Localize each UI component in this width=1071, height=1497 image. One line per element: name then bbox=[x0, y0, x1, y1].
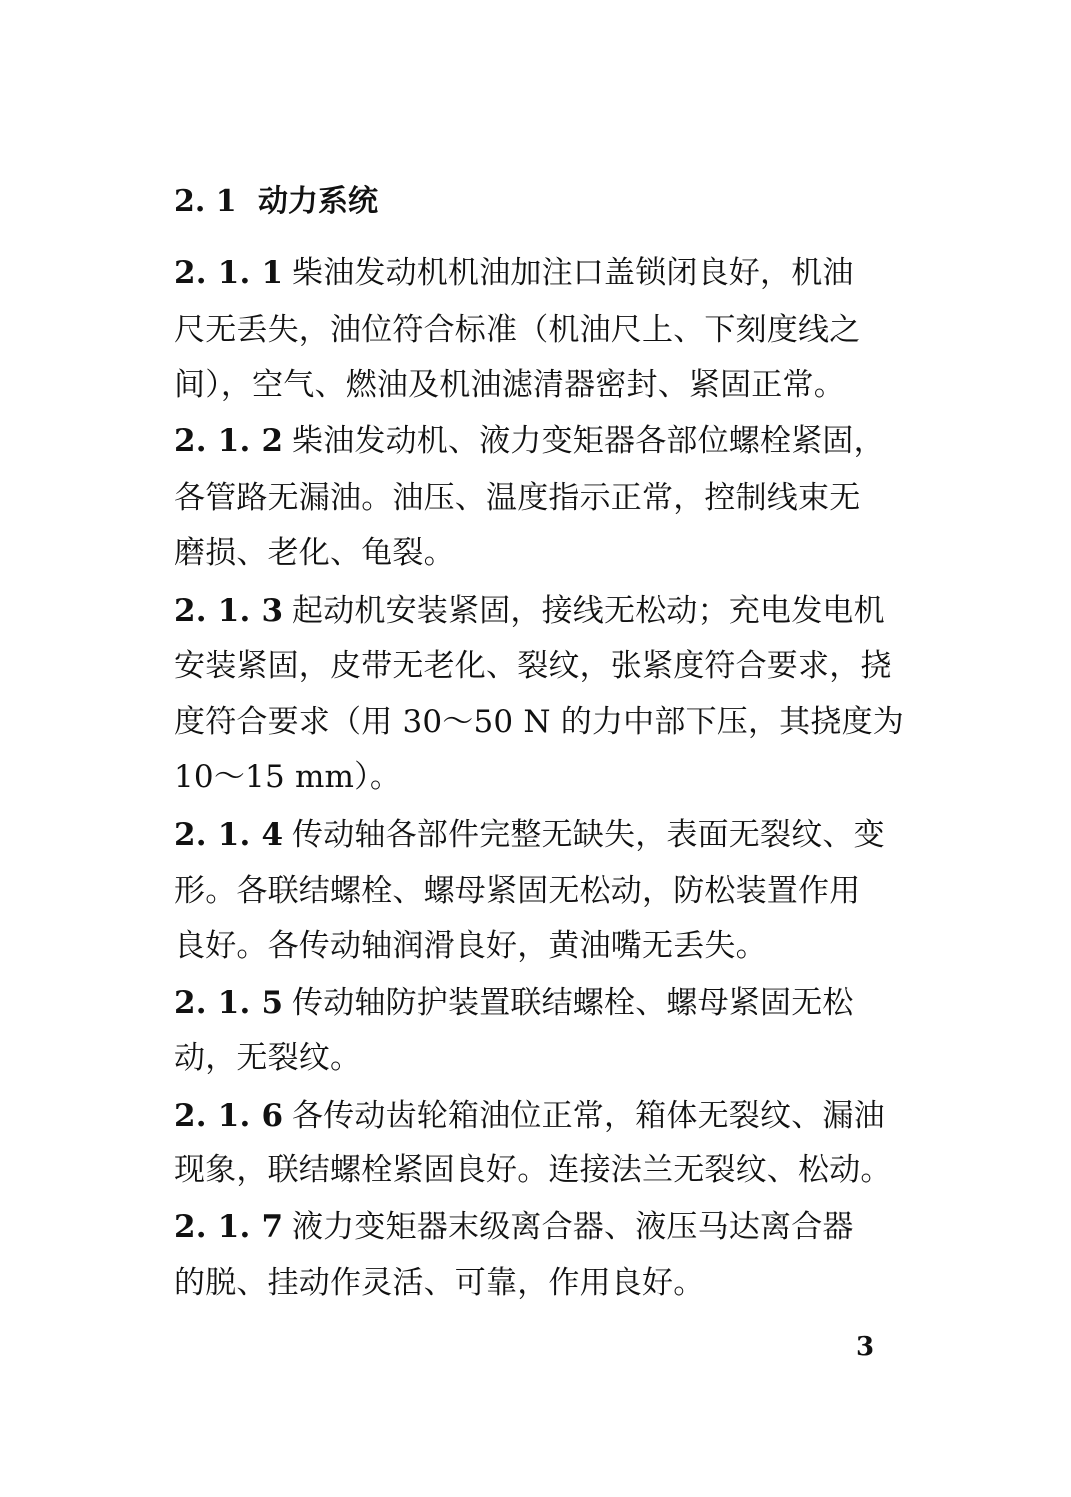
clause-text: 各管路无漏油。油压、温度指示正常，控制线束无 bbox=[174, 480, 861, 516]
clause-number: 2. 1. 4 bbox=[174, 817, 284, 853]
clause-text: 度符合要求（用 30～50 N 的力中部下压，其挠度为 bbox=[174, 704, 904, 740]
clause-line bbox=[174, 1256, 704, 1310]
clause-number: 2. 1. 5 bbox=[174, 985, 284, 1021]
clause-text: 形。各联结螺栓、螺母紧固无松动，防松装置作用 bbox=[174, 873, 861, 909]
clause-line bbox=[174, 750, 401, 804]
clause-number: 2. 1. 1 bbox=[174, 255, 284, 291]
clause-text: 安装紧固，皮带无老化、裂纹，张紧度符合要求，挠 bbox=[174, 648, 892, 684]
clause-line bbox=[174, 414, 885, 468]
clause-line bbox=[174, 639, 892, 693]
clause-line bbox=[174, 1089, 885, 1143]
clause-line bbox=[174, 695, 904, 749]
section-heading bbox=[174, 176, 378, 228]
clause-text: 柴油发动机、液力变矩器各部位螺栓紧固， bbox=[292, 423, 885, 459]
clause-number: 2. 1. 7 bbox=[174, 1209, 284, 1245]
page-number: 3 bbox=[856, 1332, 875, 1362]
clause-text: 起动机安装紧固，接线无松动；充电发电机 bbox=[292, 593, 885, 629]
clause-number: 2. 1. 6 bbox=[174, 1098, 284, 1134]
clause-number: 2. 1. 3 bbox=[174, 593, 284, 629]
clause-text: 的脱、挂动作灵活、可靠，作用良好。 bbox=[174, 1265, 705, 1301]
clause-text: 现象，联结螺栓紧固良好。连接法兰无裂纹、松动。 bbox=[174, 1152, 892, 1188]
clause-line bbox=[174, 246, 854, 300]
clause-text: 柴油发动机机油加注口盖锁闭良好，机油 bbox=[292, 255, 854, 291]
clause-text: 各传动齿轮箱油位正常，箱体无裂纹、漏油 bbox=[292, 1098, 885, 1134]
section-number: 2. 1 bbox=[174, 184, 237, 219]
clause-text: 尺无丢失，油位符合标准（机油尺上、下刻度线之 bbox=[174, 312, 861, 348]
clause-line bbox=[174, 919, 767, 973]
clause-line bbox=[174, 584, 885, 638]
clause-number: 2. 1. 2 bbox=[174, 423, 284, 459]
clause-line bbox=[174, 471, 860, 525]
clause-text: 间），空气、燃油及机油滤清器密封、紧固正常。 bbox=[174, 367, 845, 403]
section-title: 动力系统 bbox=[258, 184, 378, 219]
clause-line bbox=[174, 864, 860, 918]
clause-text: 液力变矩器末级离合器、液压马达离合器 bbox=[292, 1209, 854, 1245]
clause-text: 传动轴防护装置联结螺栓、螺母紧固无松 bbox=[292, 985, 854, 1021]
clause-line bbox=[174, 526, 455, 580]
clause-text: 动，无裂纹。 bbox=[174, 1040, 362, 1076]
clause-line bbox=[174, 1200, 854, 1254]
clause-text: 磨损、老化、龟裂。 bbox=[174, 535, 455, 571]
clause-line bbox=[174, 1031, 361, 1085]
clause-line bbox=[174, 1143, 892, 1197]
clause-text: 良好。各传动轴润滑良好，黄油嘴无丢失。 bbox=[174, 928, 767, 964]
clause-line bbox=[174, 808, 885, 862]
clause-line bbox=[174, 976, 854, 1030]
clause-line bbox=[174, 358, 845, 412]
clause-text: 10～15 mm）。 bbox=[174, 759, 402, 795]
clause-text: 传动轴各部件完整无缺失，表面无裂纹、变 bbox=[292, 817, 885, 853]
clause-line bbox=[174, 303, 860, 357]
